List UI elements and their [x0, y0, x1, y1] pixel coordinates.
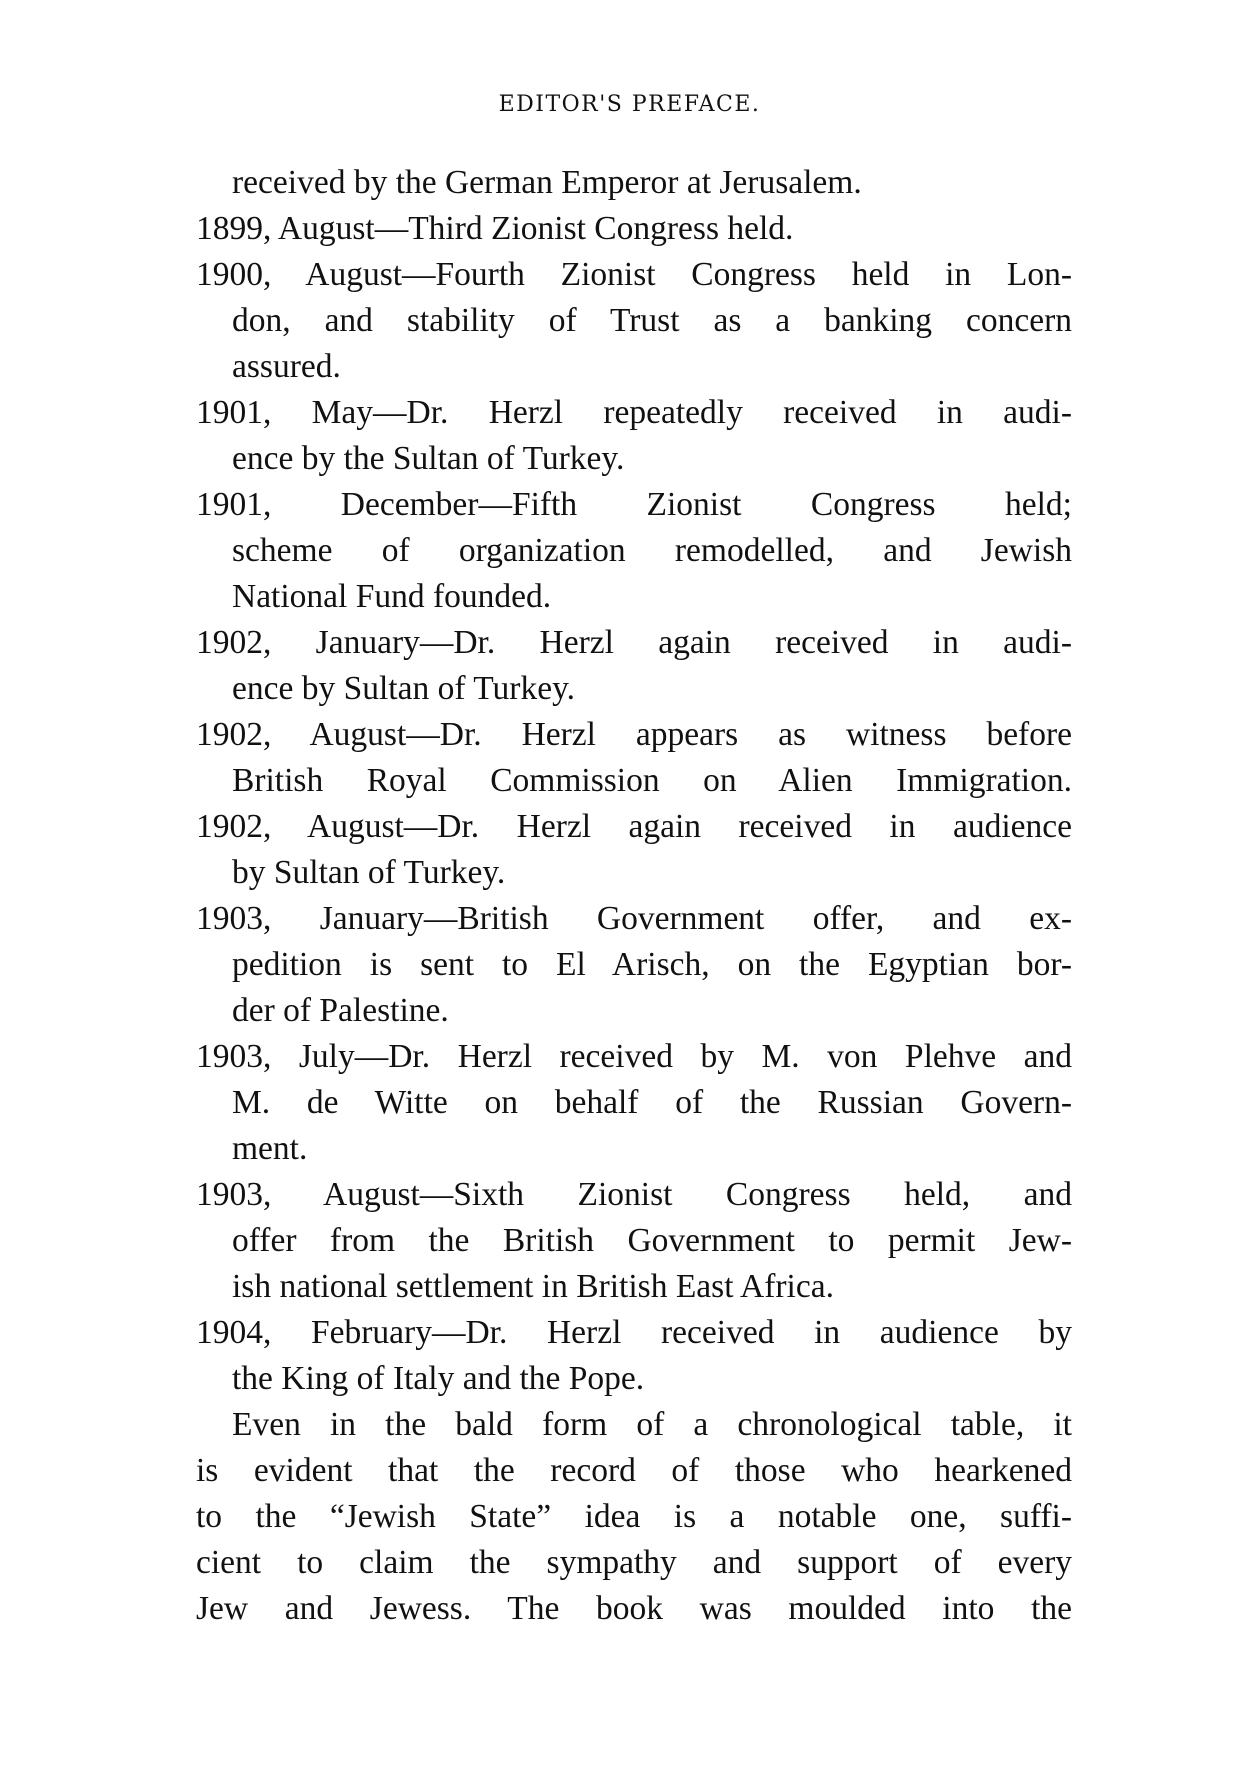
- chronology-entry-line: 1904, February—Dr. Herzl received in audience by: [196, 1314, 1072, 1351]
- chronology-entry-line: 1903, January—British Government offer, and ex-: [196, 900, 1072, 937]
- chronology-entry-line: by Sultan of Turkey.: [232, 854, 506, 891]
- running-head: EDITOR'S PREFACE.: [498, 92, 761, 117]
- body-text: [196, 160, 1072, 1632]
- chronology-entry-line: 1900, August—Fourth Zionist Congress held in Lon-: [196, 256, 1072, 293]
- chronology-entry-line: National Fund founded.: [232, 578, 552, 615]
- chronology-entry-line: ish national settlement in British East Africa.: [232, 1268, 834, 1305]
- chronology-entry-line: ence by the Sultan of Turkey.: [232, 440, 625, 477]
- chronology-entry-line: 1901, May—Dr. Herzl repeatedly received in audi-: [196, 394, 1072, 431]
- chronology-entry-line: scheme of organization remodelled, and Jewish: [232, 532, 1072, 569]
- chronology-entry-line: der of Palestine.: [232, 992, 449, 1029]
- chronology-entry-line: pedition is sent to El Arisch, on the Egyptian bor-: [232, 946, 1072, 983]
- chronology-entry-line: 1903, July—Dr. Herzl received by M. von Plehve and: [196, 1038, 1072, 1075]
- chronology-entry-line: M. de Witte on behalf of the Russian Govern-: [232, 1084, 1072, 1121]
- chronology-entry-line: assured.: [232, 348, 341, 385]
- text-line: received by the German Emperor at Jerusalem.: [232, 164, 862, 201]
- chronology-entry-line: 1899, August—Third Zionist Congress held.: [196, 210, 794, 247]
- chronology-entry-line: British Royal Commission on Alien Immigration.: [232, 762, 1072, 799]
- chronology-entry-line: 1903, August—Sixth Zionist Congress held, and: [196, 1176, 1072, 1213]
- chronology-entry-line: ence by Sultan of Turkey.: [232, 670, 576, 707]
- chronology-entry-line: 1901, December—Fifth Zionist Congress held;: [196, 486, 1072, 523]
- paragraph-line: Jew and Jewess. The book was moulded into the: [196, 1590, 1072, 1627]
- paragraph-line: is evident that the record of those who hearkened: [196, 1452, 1072, 1489]
- paragraph-line: cient to claim the sympathy and support of every: [196, 1544, 1072, 1581]
- chronology-entry-line: the King of Italy and the Pope.: [232, 1360, 645, 1397]
- paragraph-line: to the “Jewish State” idea is a notable one, suffi-: [196, 1498, 1072, 1535]
- chronology-entry-line: 1902, August—Dr. Herzl appears as witness before: [196, 716, 1072, 753]
- chronology-entry-line: offer from the British Government to permit Jew-: [232, 1222, 1072, 1259]
- chronology-entry-line: don, and stability of Trust as a banking concern: [232, 302, 1072, 339]
- chronology-entry-line: ment.: [232, 1130, 308, 1167]
- paragraph-line: Even in the bald form of a chronological table, it: [232, 1406, 1072, 1443]
- chronology-entry-line: 1902, August—Dr. Herzl again received in audience: [196, 808, 1072, 845]
- chronology-entry-line: 1902, January—Dr. Herzl again received in audi-: [196, 624, 1072, 661]
